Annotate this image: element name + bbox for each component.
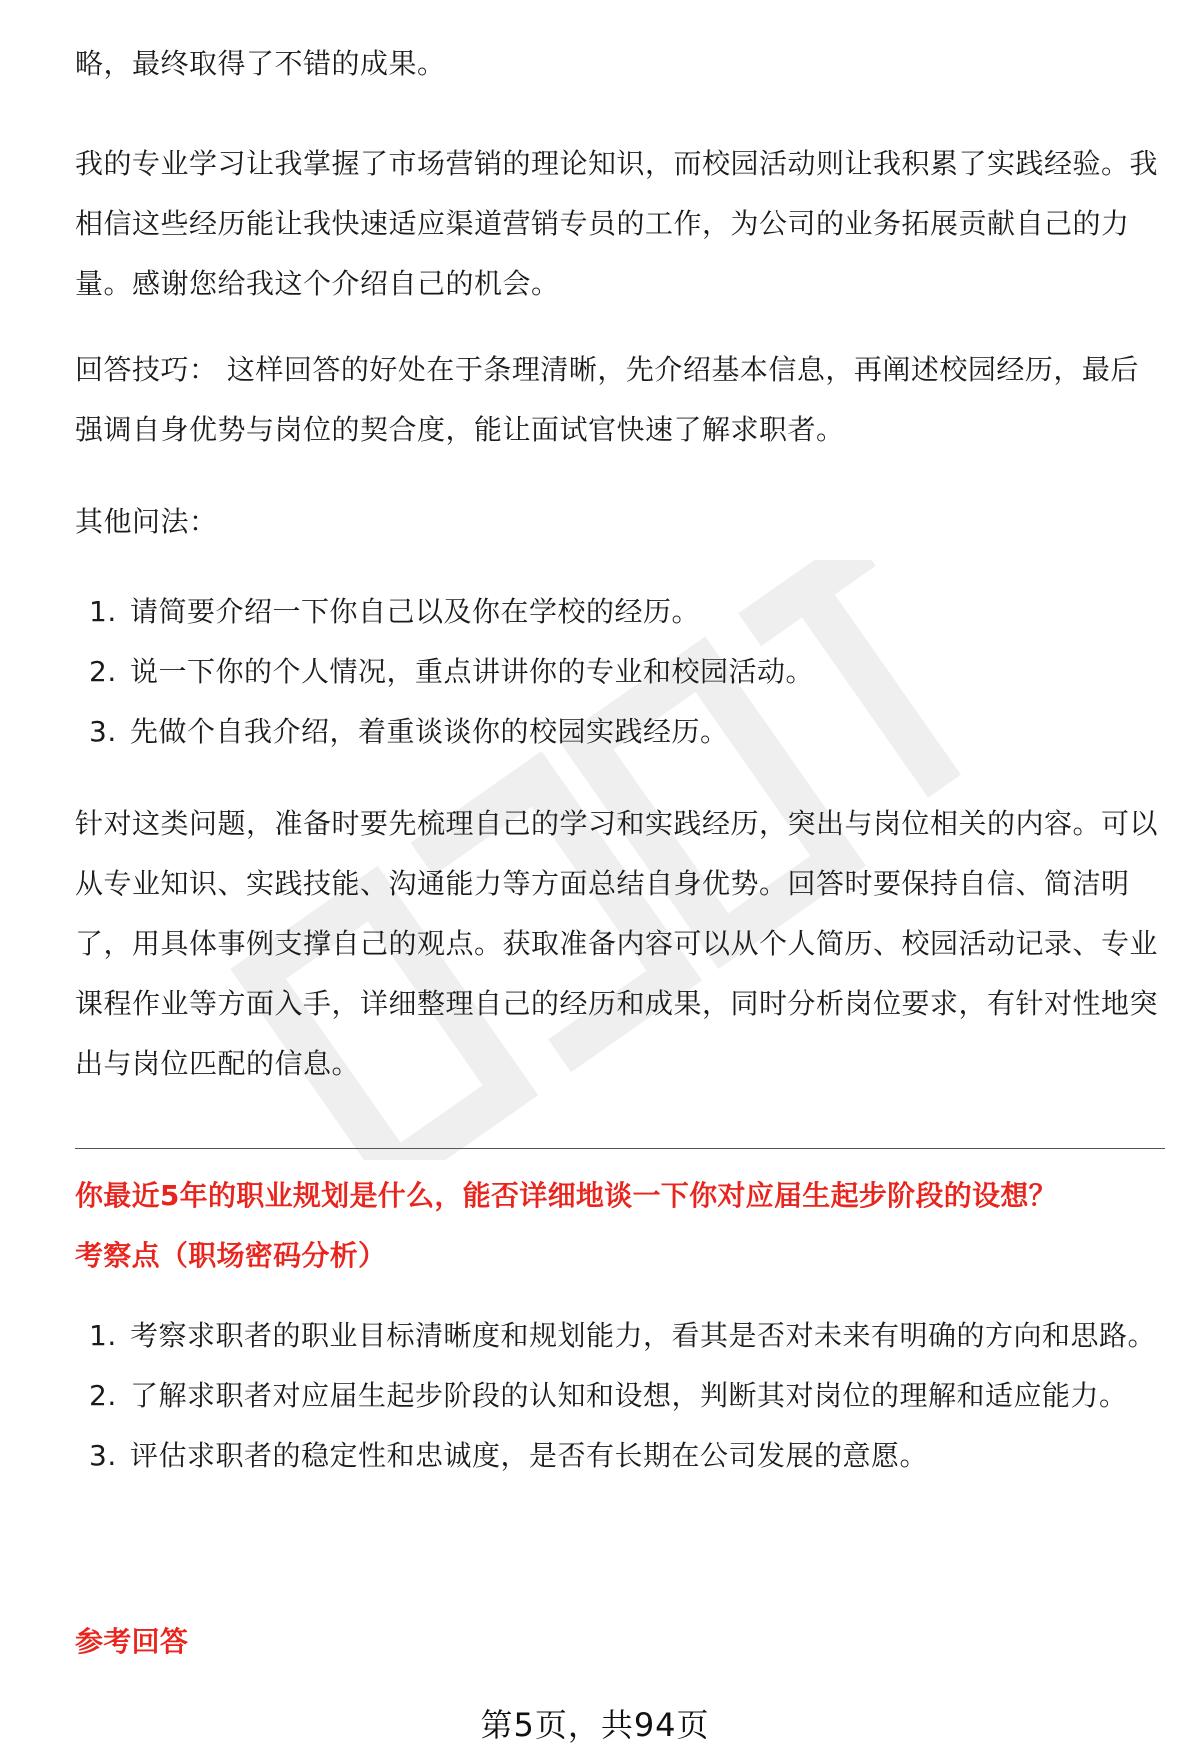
list-item [75, 642, 1165, 702]
paragraph-continuation: 略，最终取得了不错的成果。 [75, 47, 446, 80]
reference-answer-heading: 参考回答 [75, 1625, 189, 1658]
focus-points-heading: 考察点（职场密码分析） [75, 1239, 387, 1272]
list-number: 1. [89, 595, 117, 628]
paragraph-experience-summary: 我的专业学习让我掌握了市场营销的理论知识，而校园活动则让我积累了实践经验。我相信这些经历能让我快速适应渠道营销专员的工作，为公司的业务拓展贡献自己的力量。感谢您给我这个介绍自己的机会。 [75, 147, 1159, 300]
list-item-text: 先做个自我介绍，着重谈谈你的校园实践经历。 [130, 715, 729, 748]
list-item-text: 请简要介绍一下你自己以及你在学校的经历。 [130, 595, 701, 628]
list-number: 2. [89, 1379, 117, 1412]
list-item [75, 582, 1165, 642]
list-item-text: 了解求职者对应届生起步阶段的认知和设想，判断其对岗位的理解和适应能力。 [130, 1379, 1128, 1412]
list-number: 3. [89, 1439, 117, 1472]
list-item-text: 考察求职者的职业目标清晰度和规划能力，看其是否对未来有明确的方向和思路。 [130, 1319, 1157, 1352]
list-item [75, 1366, 1165, 1426]
list-item-text: 评估求职者的稳定性和忠诚度，是否有长期在公司发展的意愿。 [130, 1439, 929, 1472]
page-number: 第5页，共94页 [480, 1706, 710, 1744]
list-item-text: 说一下你的个人情况，重点讲讲你的专业和校园活动。 [130, 655, 815, 688]
section-divider [75, 1148, 1165, 1149]
other-questions-list [75, 582, 1165, 762]
list-number: 1. [89, 1319, 117, 1352]
list-item [75, 702, 1165, 762]
list-item [75, 1426, 1165, 1486]
list-number: 2. [89, 655, 117, 688]
focus-points-list [75, 1306, 1165, 1486]
paragraph-preparation-advice: 针对这类问题，准备时要先梳理自己的学习和实践经历，突出与岗位相关的内容。可以从专业知识、实践技能、沟通能力等方面总结自身优势。回答时要保持自信、简洁明了，用具体事例支撑自己的观点。获取准备内容可以从个人简历、校园活动记录、专业课程作业等方面入手，详细整理自己的经历和成果，同时分析岗位要求，有针对性地突出与岗位匹配的信息。 [75, 807, 1159, 1080]
question-title: 你最近5年的职业规划是什么，能否详细地谈一下你对应届生起步阶段的设想？ [75, 1179, 1057, 1212]
list-number: 3. [89, 715, 117, 748]
paragraph-answer-tips: 回答技巧： 这样回答的好处在于条理清晰，先介绍基本信息，再阐述校园经历，最后强调自身优势与岗位的契合度，能让面试官快速了解求职者。 [75, 353, 1139, 446]
paragraph-other-questions-label: 其他问法： [75, 505, 218, 538]
list-item [75, 1306, 1165, 1366]
